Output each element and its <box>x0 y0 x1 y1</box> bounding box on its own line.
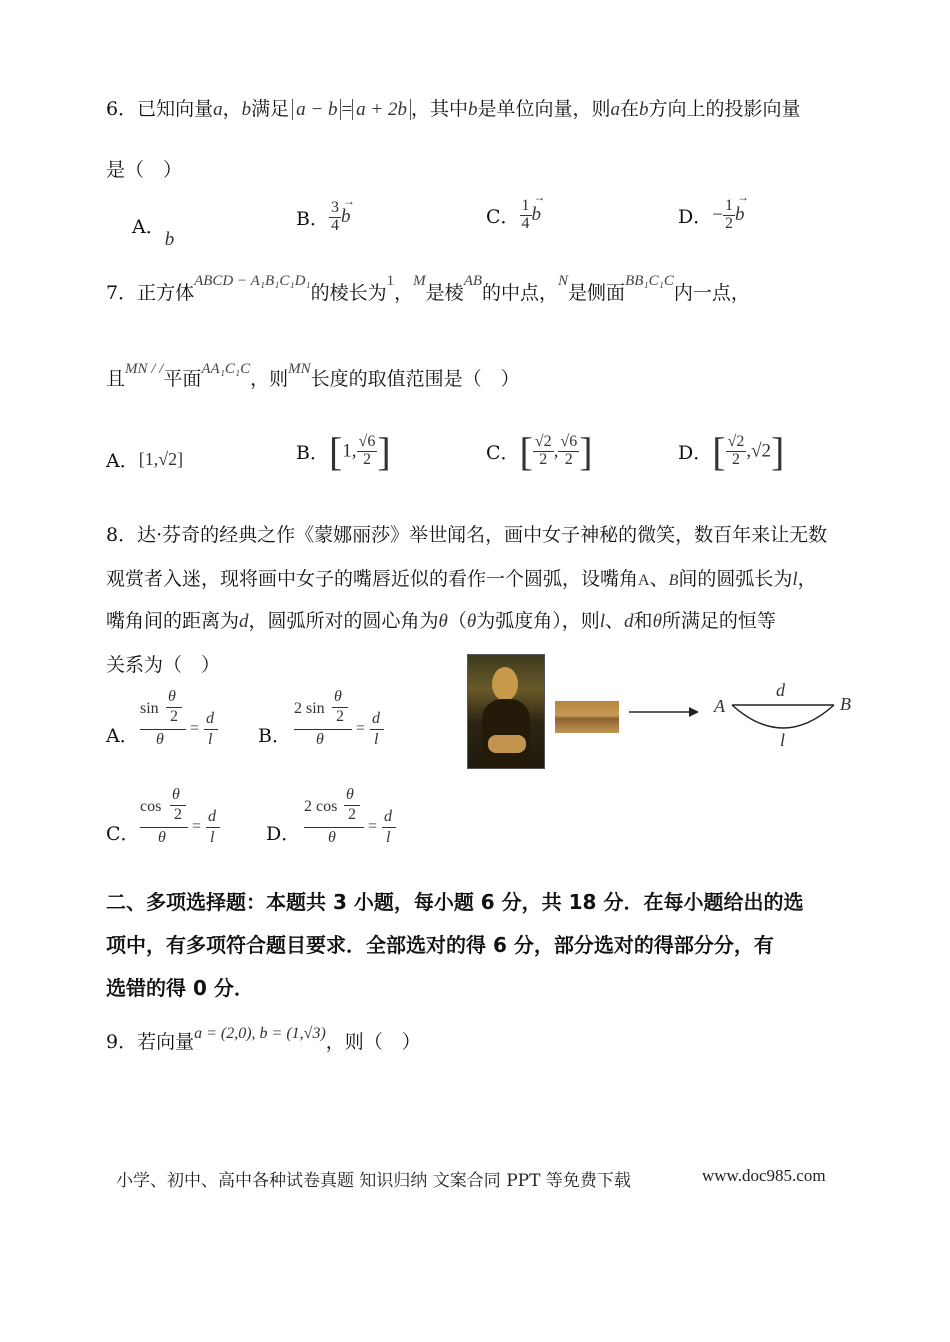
var-theta: θ <box>438 611 448 632</box>
equals: = <box>341 99 353 120</box>
painting-hands <box>488 735 526 753</box>
interval: [1,√2] <box>138 449 184 469</box>
two-den: 2 <box>170 708 178 725</box>
q6-option-b[interactable] <box>296 194 355 235</box>
fraction <box>723 198 735 233</box>
q7-option-b[interactable]: B．[1, $\frac{√6}{2}$ ] <box>296 429 391 474</box>
segment-mn: MN <box>288 361 311 377</box>
numerator: √6 <box>560 433 578 451</box>
q7-range: 长度的取值范围是（ ） <box>310 368 520 390</box>
separator: 、 <box>649 568 669 590</box>
point-a: A <box>638 572 650 589</box>
q6-on: 在 <box>620 98 640 120</box>
func-name: sin <box>140 700 159 717</box>
vector-b: → b <box>531 190 546 226</box>
q8-text: 、 <box>605 610 625 632</box>
point-n: N <box>558 273 569 289</box>
var-l: l <box>599 611 606 632</box>
option-label: C． <box>486 205 520 228</box>
option-label: A． <box>132 216 165 238</box>
var-d: d <box>206 710 214 727</box>
minus-sign: − <box>712 204 723 226</box>
q7-is-mid: 是棱 <box>425 282 464 304</box>
arc-label-a: A <box>714 696 725 716</box>
section2-line2: 项中，有多项符合题目要求．全部选对的得 6 分，部分选对的得部分分，有 <box>106 933 774 957</box>
edge-length: 1 <box>386 273 395 289</box>
vector-a: a <box>610 99 621 120</box>
vector-b: b <box>639 99 649 120</box>
q6-mid: ，其中 <box>411 98 469 120</box>
var-l: l <box>208 731 213 748</box>
q7-face: 是侧面 <box>568 282 626 304</box>
q8-text: 观赏者入迷，现将画中女子的嘴唇近似的看作一个圆弧，设嘴角 <box>106 568 639 590</box>
q7-stem: 7．正方体 <box>106 282 195 304</box>
vector-a: a <box>213 99 223 120</box>
segment-mn-parallel: MN / / <box>125 361 164 377</box>
q7-qie: 且 <box>106 368 126 390</box>
denominator: 2 <box>539 451 548 468</box>
theta-den: θ <box>156 731 164 748</box>
arc-curve <box>732 705 834 728</box>
q9-vectors: a = (2,0), b = (1,√3) <box>194 1025 326 1042</box>
vector-letter: b <box>734 204 745 226</box>
q8-line2 <box>106 564 817 591</box>
q7-line1 <box>106 273 750 305</box>
arc-label-d: d <box>776 680 785 700</box>
fraction <box>726 434 747 469</box>
q6-unit: 是单位向量，则 <box>477 98 611 120</box>
numerator: 1 <box>724 197 733 214</box>
option-label: D． <box>678 205 713 228</box>
var-theta: θ <box>652 611 662 632</box>
section2-line3: 选错的得 0 分． <box>106 976 254 1000</box>
theta-num: θ <box>172 786 180 803</box>
theta-den: θ <box>158 829 166 846</box>
vector-b: b <box>241 99 252 120</box>
option-label: B． <box>296 207 329 230</box>
option-label: D． <box>678 442 713 464</box>
var-d: d <box>624 611 634 632</box>
vector-b: b <box>468 99 478 120</box>
q7-option-a[interactable] <box>106 446 183 473</box>
arrow-icon <box>625 700 700 724</box>
denominator: 4 <box>330 216 339 234</box>
var-d: d <box>208 808 216 825</box>
theta-den: θ <box>328 829 336 846</box>
var-d: d <box>239 611 249 632</box>
q8-line1: 8．达·芬奇的经典之作《蒙娜丽莎》举世闻名，画中女子神秘的微笑，数百年来让无数 <box>106 524 828 546</box>
fraction <box>329 200 341 235</box>
numerator: √2 <box>727 433 745 451</box>
var-l: l <box>792 569 798 590</box>
q6-line1 <box>106 94 801 121</box>
q8-text: 间的圆弧长为 <box>678 568 793 590</box>
numerator: √2 <box>534 433 552 451</box>
equals: = <box>368 818 378 835</box>
vector-b: b <box>164 229 175 250</box>
q8-text: ， <box>797 568 817 590</box>
q8-option-a[interactable] <box>106 688 214 748</box>
var-l: l <box>374 731 379 748</box>
interval-right: ,√2 <box>746 440 772 462</box>
arc-label-l: l <box>780 730 786 750</box>
fraction <box>558 434 579 469</box>
fraction <box>533 434 554 469</box>
q8-line4: 关系为（ ） <box>106 654 221 676</box>
q9-stem: 9．若向量 <box>106 1031 195 1053</box>
q7-then: ，则 <box>250 368 289 390</box>
point-b: B <box>668 572 679 589</box>
var-theta: θ <box>466 611 477 632</box>
option-label: C． <box>486 442 520 464</box>
q8-text: 为弧度角），则 <box>476 610 600 632</box>
option-label: D． <box>266 823 301 845</box>
theta-num: θ <box>346 786 354 803</box>
q7-plane: 平面 <box>163 368 202 390</box>
q9-tail: ，则（ ） <box>325 1031 421 1053</box>
q6-option-d[interactable] <box>678 190 749 233</box>
footer-url[interactable]: www.doc985.com <box>702 1166 826 1185</box>
q9-line <box>106 1027 421 1054</box>
option-label: C． <box>106 823 140 845</box>
edge-ab: AB <box>463 273 483 289</box>
arc-label-b: B <box>840 694 851 714</box>
vector-letter: b <box>531 204 542 226</box>
q8-text: ，圆弧所对的圆心角为 <box>248 610 439 632</box>
q6-line2: 是（ ） <box>106 159 183 181</box>
point-m: M <box>413 273 426 289</box>
q8-line3 <box>106 606 776 633</box>
equals: = <box>356 720 366 737</box>
plane-aa1c1c: AA₁C₁C <box>201 361 251 377</box>
denominator: 2 <box>362 451 371 468</box>
numerator: 1 <box>521 197 530 214</box>
two-den: 2 <box>348 806 356 823</box>
equals: = <box>190 720 200 737</box>
theta-den: θ <box>316 731 324 748</box>
func-name: cos <box>140 798 162 815</box>
q8-text: 嘴角间的距离为 <box>106 610 240 632</box>
comma: ， <box>222 98 242 120</box>
two-den: 2 <box>174 806 182 823</box>
var-d: d <box>372 710 380 727</box>
lips-detail <box>555 701 619 733</box>
theta-num: θ <box>168 688 176 705</box>
cube-name: ABCD − A₁B₁C₁D₁ <box>194 273 311 289</box>
q7-option-c[interactable]: C．[ $\frac{√2}{2}$ , $\frac{√6}{2}$ ] <box>486 429 593 474</box>
footer-text: 小学、初中、高中各种试卷真题 知识归纳 文案合同 PPT 等免费下载 <box>116 1171 631 1191</box>
vector-letter: b <box>340 206 351 228</box>
q6-stem: 6．已知向量 <box>106 98 214 120</box>
option-label: B． <box>296 442 329 464</box>
q6-satisfy: 满足 <box>251 98 290 120</box>
q8-text: （ <box>447 610 467 632</box>
denominator: 2 <box>724 214 733 232</box>
abs-a-minus-b: a − b <box>292 99 341 120</box>
mona-lisa-painting <box>467 654 545 769</box>
denominator: 4 <box>521 214 530 232</box>
denominator: 2 <box>564 451 573 468</box>
equals: = <box>192 818 202 835</box>
var-l: l <box>210 829 215 846</box>
interval-left: 1, <box>342 440 357 462</box>
q7-edge: 的棱长为 <box>310 282 387 304</box>
option-label: B． <box>258 725 291 747</box>
vector-b: → b <box>340 194 355 228</box>
fraction <box>357 434 378 469</box>
option-label: A． <box>106 725 139 747</box>
func-name: 2 cos <box>304 798 338 815</box>
q7-inside: 内一点， <box>673 282 750 304</box>
interval-value: 1,√2 <box>144 449 178 469</box>
q7-option-d[interactable]: D．[ $\frac{√2}{2}$ ,√2] <box>678 429 785 474</box>
face-bb1c1c: BB₁C₁C <box>625 273 674 289</box>
q6-tail: 方向上的投影向量 <box>648 98 801 120</box>
painting-face <box>492 667 518 701</box>
var-l: l <box>386 829 391 846</box>
abs-a-plus-2b: a + 2b <box>352 99 411 120</box>
q8-option-c[interactable] <box>106 786 216 846</box>
fraction <box>520 198 532 233</box>
theta-num: θ <box>334 688 342 705</box>
q7-line2 <box>106 361 520 391</box>
var-d: d <box>384 808 392 825</box>
section2-line1: 二、多项选择题：本题共 3 小题，每小题 6 分，共 18 分．在每小题给出的选 <box>106 890 804 914</box>
q8-text: 和 <box>633 610 653 632</box>
q8-option-b[interactable] <box>258 688 380 748</box>
q8-option-d[interactable] <box>266 786 392 846</box>
painting-body <box>482 699 530 767</box>
q8-text: 所满足的恒等 <box>661 610 776 632</box>
vector-b: → b <box>734 190 749 226</box>
q7-midpoint: 的中点， <box>482 282 559 304</box>
comma: ， <box>394 282 414 304</box>
two-den: 2 <box>336 708 344 725</box>
q6-option-a[interactable] <box>132 212 175 250</box>
q6-option-c[interactable] <box>486 190 546 233</box>
func-name: 2 sin <box>294 700 325 717</box>
numerator: 3 <box>330 199 339 216</box>
numerator: √6 <box>358 433 376 451</box>
option-label: A． <box>106 450 139 472</box>
denominator: 2 <box>731 451 740 468</box>
